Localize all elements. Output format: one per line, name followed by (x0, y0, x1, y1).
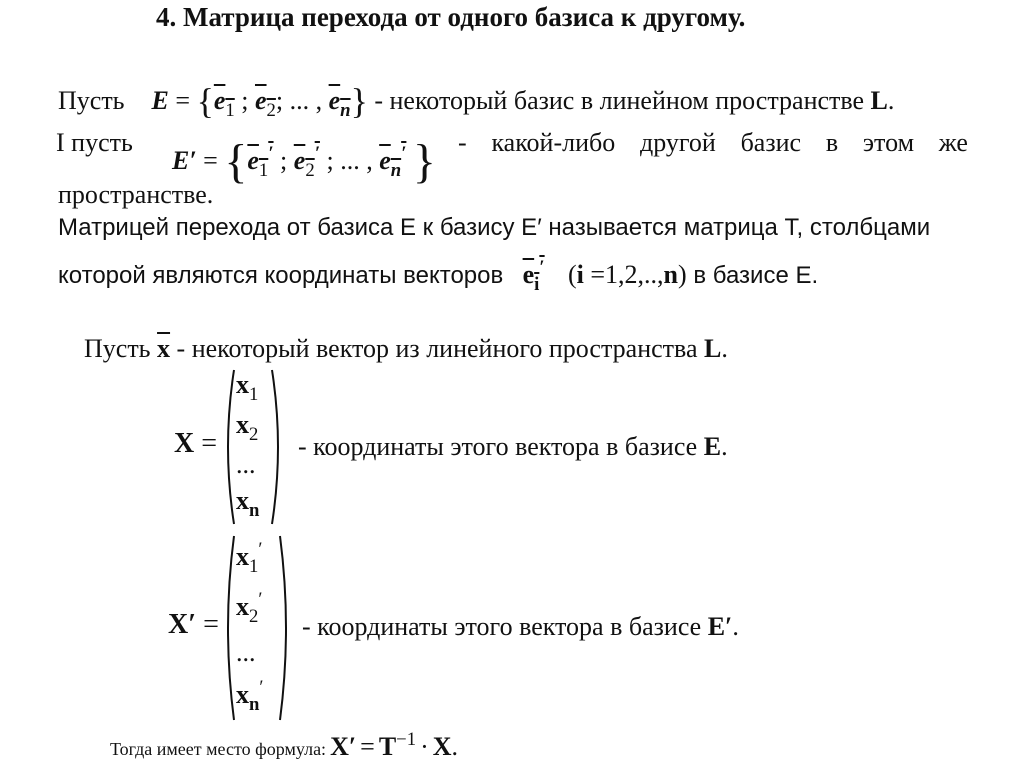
period: . (887, 86, 895, 115)
basis-e-text: - некоторый базис в линейном пространстве (374, 86, 865, 115)
definition-line-2 (58, 256, 819, 295)
vector-e1: $e_1$ (213, 86, 235, 121)
matrix-x (220, 368, 286, 526)
matrix-x-entry: $x_2$ (236, 410, 259, 445)
basis-eprime-symbol: E′ (172, 146, 197, 175)
left-brace: { (224, 135, 248, 188)
space-l: L (704, 334, 722, 363)
period: . (451, 732, 459, 761)
formula-lead: Тогда имеет место формула: (110, 739, 327, 759)
matrix-x-entry: ... (236, 450, 256, 479)
matrix-xprime-entry: $x_n'$ (236, 676, 264, 715)
matrix-xprime-entry: $x_1'$ (236, 538, 263, 577)
ellipsis: ... (289, 86, 310, 115)
space-l: L (870, 86, 888, 115)
cut-letter: I (56, 128, 65, 157)
basis-e: E (703, 432, 722, 461)
vector-e2: $e_2$ (254, 86, 276, 121)
word: базис (740, 128, 802, 157)
matrix-xprime-entry: $x_2'$ (236, 588, 263, 627)
word: же (938, 128, 968, 157)
formula-lhs: X′ (330, 732, 357, 761)
matrix-x-entry: $x_n$ (236, 486, 260, 521)
matrix-x-description: - координаты этого вектора в базисе E. (298, 432, 728, 461)
word: - (458, 128, 467, 157)
right-brace: } (350, 81, 368, 121)
vector-line (84, 334, 728, 364)
matrix-xprime-entry: ... (236, 638, 256, 667)
index-range: (i =1,2,..,n) (567, 260, 687, 289)
vector-en: $e_n$ (328, 86, 351, 121)
ellipsis: ... (340, 146, 360, 175)
word: какой-либо (491, 128, 616, 157)
basis-e-symbol: E (151, 86, 169, 115)
basis-eprime-text (458, 128, 968, 158)
vector-e2-prime: $e_2'$ (293, 142, 320, 181)
basis-eprime: E′ (707, 612, 733, 641)
matrix-x-label: X = (174, 428, 218, 459)
separator: ; (275, 86, 284, 115)
vector-lead: Пусть (84, 334, 151, 363)
basis-eprime-formula (172, 126, 436, 188)
formula-t-inverse: $T^{-1}$ (378, 728, 417, 761)
formula-eq: = (360, 732, 375, 761)
formula-line (110, 728, 459, 762)
vector-ei-prime: $e_i'$ (522, 256, 545, 295)
definition-text: которой являются координаты векторов (58, 262, 504, 289)
definition-line-1: Матрицей перехода от базиса E к базису E′ называется матрица T, столбцами (58, 214, 931, 241)
definition-end: в базисе E. (693, 262, 819, 289)
right-brace: } (412, 135, 436, 188)
formula-x: X (432, 732, 452, 761)
word: этом (862, 128, 915, 157)
matrix-x-entry: $x_1$ (236, 370, 259, 405)
formula-dot: · (420, 732, 429, 761)
matrix-xprime-label: X′ = (168, 609, 219, 640)
continuation-text: пространстве. (58, 180, 214, 209)
word: другой (639, 128, 716, 157)
separator: ; (280, 146, 288, 175)
left-brace: { (196, 81, 214, 121)
separator: ; (241, 86, 249, 115)
equals-sign: = (203, 146, 218, 175)
vector-text: - некоторый вектор из линейного пространства (176, 334, 698, 363)
basis-e-line (58, 76, 895, 121)
basis-e-lead: Пусть (58, 86, 125, 115)
vector-e1-prime: $e_1'$ (247, 142, 274, 181)
page-title: 4. Матрица перехода от одного базиса к другому. (156, 2, 746, 32)
equals-sign: = (175, 86, 191, 115)
vector-x: $\overline{x}$ (157, 334, 171, 363)
vector-en-prime: $e_n'$ (379, 142, 407, 181)
word: в (825, 128, 839, 157)
basis-eprime-lead: пусть (71, 128, 133, 157)
separator: ; (326, 146, 334, 175)
matrix-xprime (220, 534, 294, 722)
matrix-xprime-description: - координаты этого вектора в базисе E′. (302, 612, 739, 641)
comma: , (315, 86, 323, 115)
period: . (721, 334, 728, 363)
comma: , (366, 146, 373, 175)
